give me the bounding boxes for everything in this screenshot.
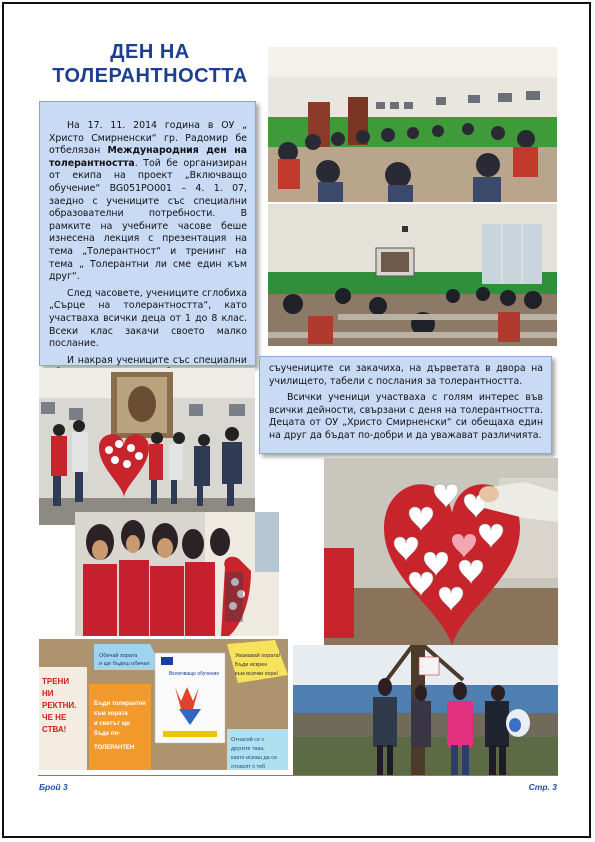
article-continued-box [259,356,552,454]
footer-issue: Брой 3 [39,782,68,792]
svg-text:отнасят с теб: отнасят с теб [231,764,266,770]
svg-text:Уважавай хората!: Уважавай хората! [235,653,281,659]
svg-text:към всички хора!: към всички хора! [235,671,279,677]
article-paragraph-4: Всички ученици участваха с голям интерес във всички дейности, свързани с деня на толерантността. Децата от ОУ „Христо Смирненски“ си обещаха един на друг да бъдат по-добри и да уважават различията. [269,392,543,441]
svg-text:ТРЕНИ: ТРЕНИ [42,677,70,686]
event-name: Международния ден на толерантността [49,145,247,169]
svg-text:СТВА!: СТВА! [42,725,67,734]
photo-students-tree-yard [293,645,558,776]
photo-tolerance-posters [39,639,288,770]
photo-classroom-students [268,47,557,202]
footer-divider [38,775,558,776]
page-title [40,40,260,88]
svg-text:към хората: към хората [94,711,128,717]
svg-text:другите така,: другите така, [231,746,265,752]
photo-students-heart-portrait [39,368,255,525]
svg-text:бъде по-: бъде по- [94,731,121,737]
svg-text:РЕКТНИ.: РЕКТНИ. [42,701,77,710]
photo-girls-heart [75,512,279,636]
svg-text:Обичай хората: Обичай хората [99,653,138,659]
svg-text:ТОЛЕРАНТЕН: ТОЛЕРАНТЕН [94,745,135,751]
article-paragraph-1: На 17. 11. 2014 година в ОУ „ Христо Смирненски“ гр. Радомир бе отбелязан Международния ден на толерантността. Той бе организиран от екипа на проект „Включващо обучение“ BG051PO001 – 4. 1. 07, заедно с учениците със специални образователни потребности. В рамките на учебните часове беше изнесена лекция с презентация на тема „Толерантност“ и тренинг на тема „ Толерантни ли сме един към друг“. [49,120,247,283]
photo-heart-messages [324,458,558,645]
article-paragraph-3-start: И накрая учениците със специални [67,354,247,366]
footer-page-number: Стр. 3 [528,782,557,792]
article-paragraph-3-end: съучениците си закачиха, на дърветата в двора на училището, табели с послания за толерантността. [269,363,543,387]
svg-text:и светът ще: и светът ще [94,721,130,727]
title-line-2: ТОЛЕРАНТНОСТТА [52,65,248,87]
svg-text:Отнасяй се с: Отнасяй се с [231,737,265,743]
svg-text:Включващо обучение: Включващо обучение [169,671,220,677]
svg-text:НИ: НИ [42,689,54,698]
svg-text:и ще бъдеш обичан: и ще бъдеш обичан [99,661,150,667]
article-text-box [39,101,256,366]
svg-text:ЧЕ НЕ: ЧЕ НЕ [42,713,67,722]
yard-sign-text: ... [421,663,425,668]
svg-text:както искаш да се: както искаш да се [231,755,278,761]
article-paragraph-2: След часовете, учениците сглобиха „Сърце на толерантността“, като участваха всички деца от 1 до 8 клас. Всеки клас закачи своето малко послание. [49,287,247,350]
svg-text:Бъди толерантен: Бъди толерантен [94,701,146,707]
svg-text:Бъди искрен: Бъди искрен [235,662,268,668]
title-line-1: ДЕН НА [110,41,190,63]
photo-classroom-presentation [268,204,557,346]
